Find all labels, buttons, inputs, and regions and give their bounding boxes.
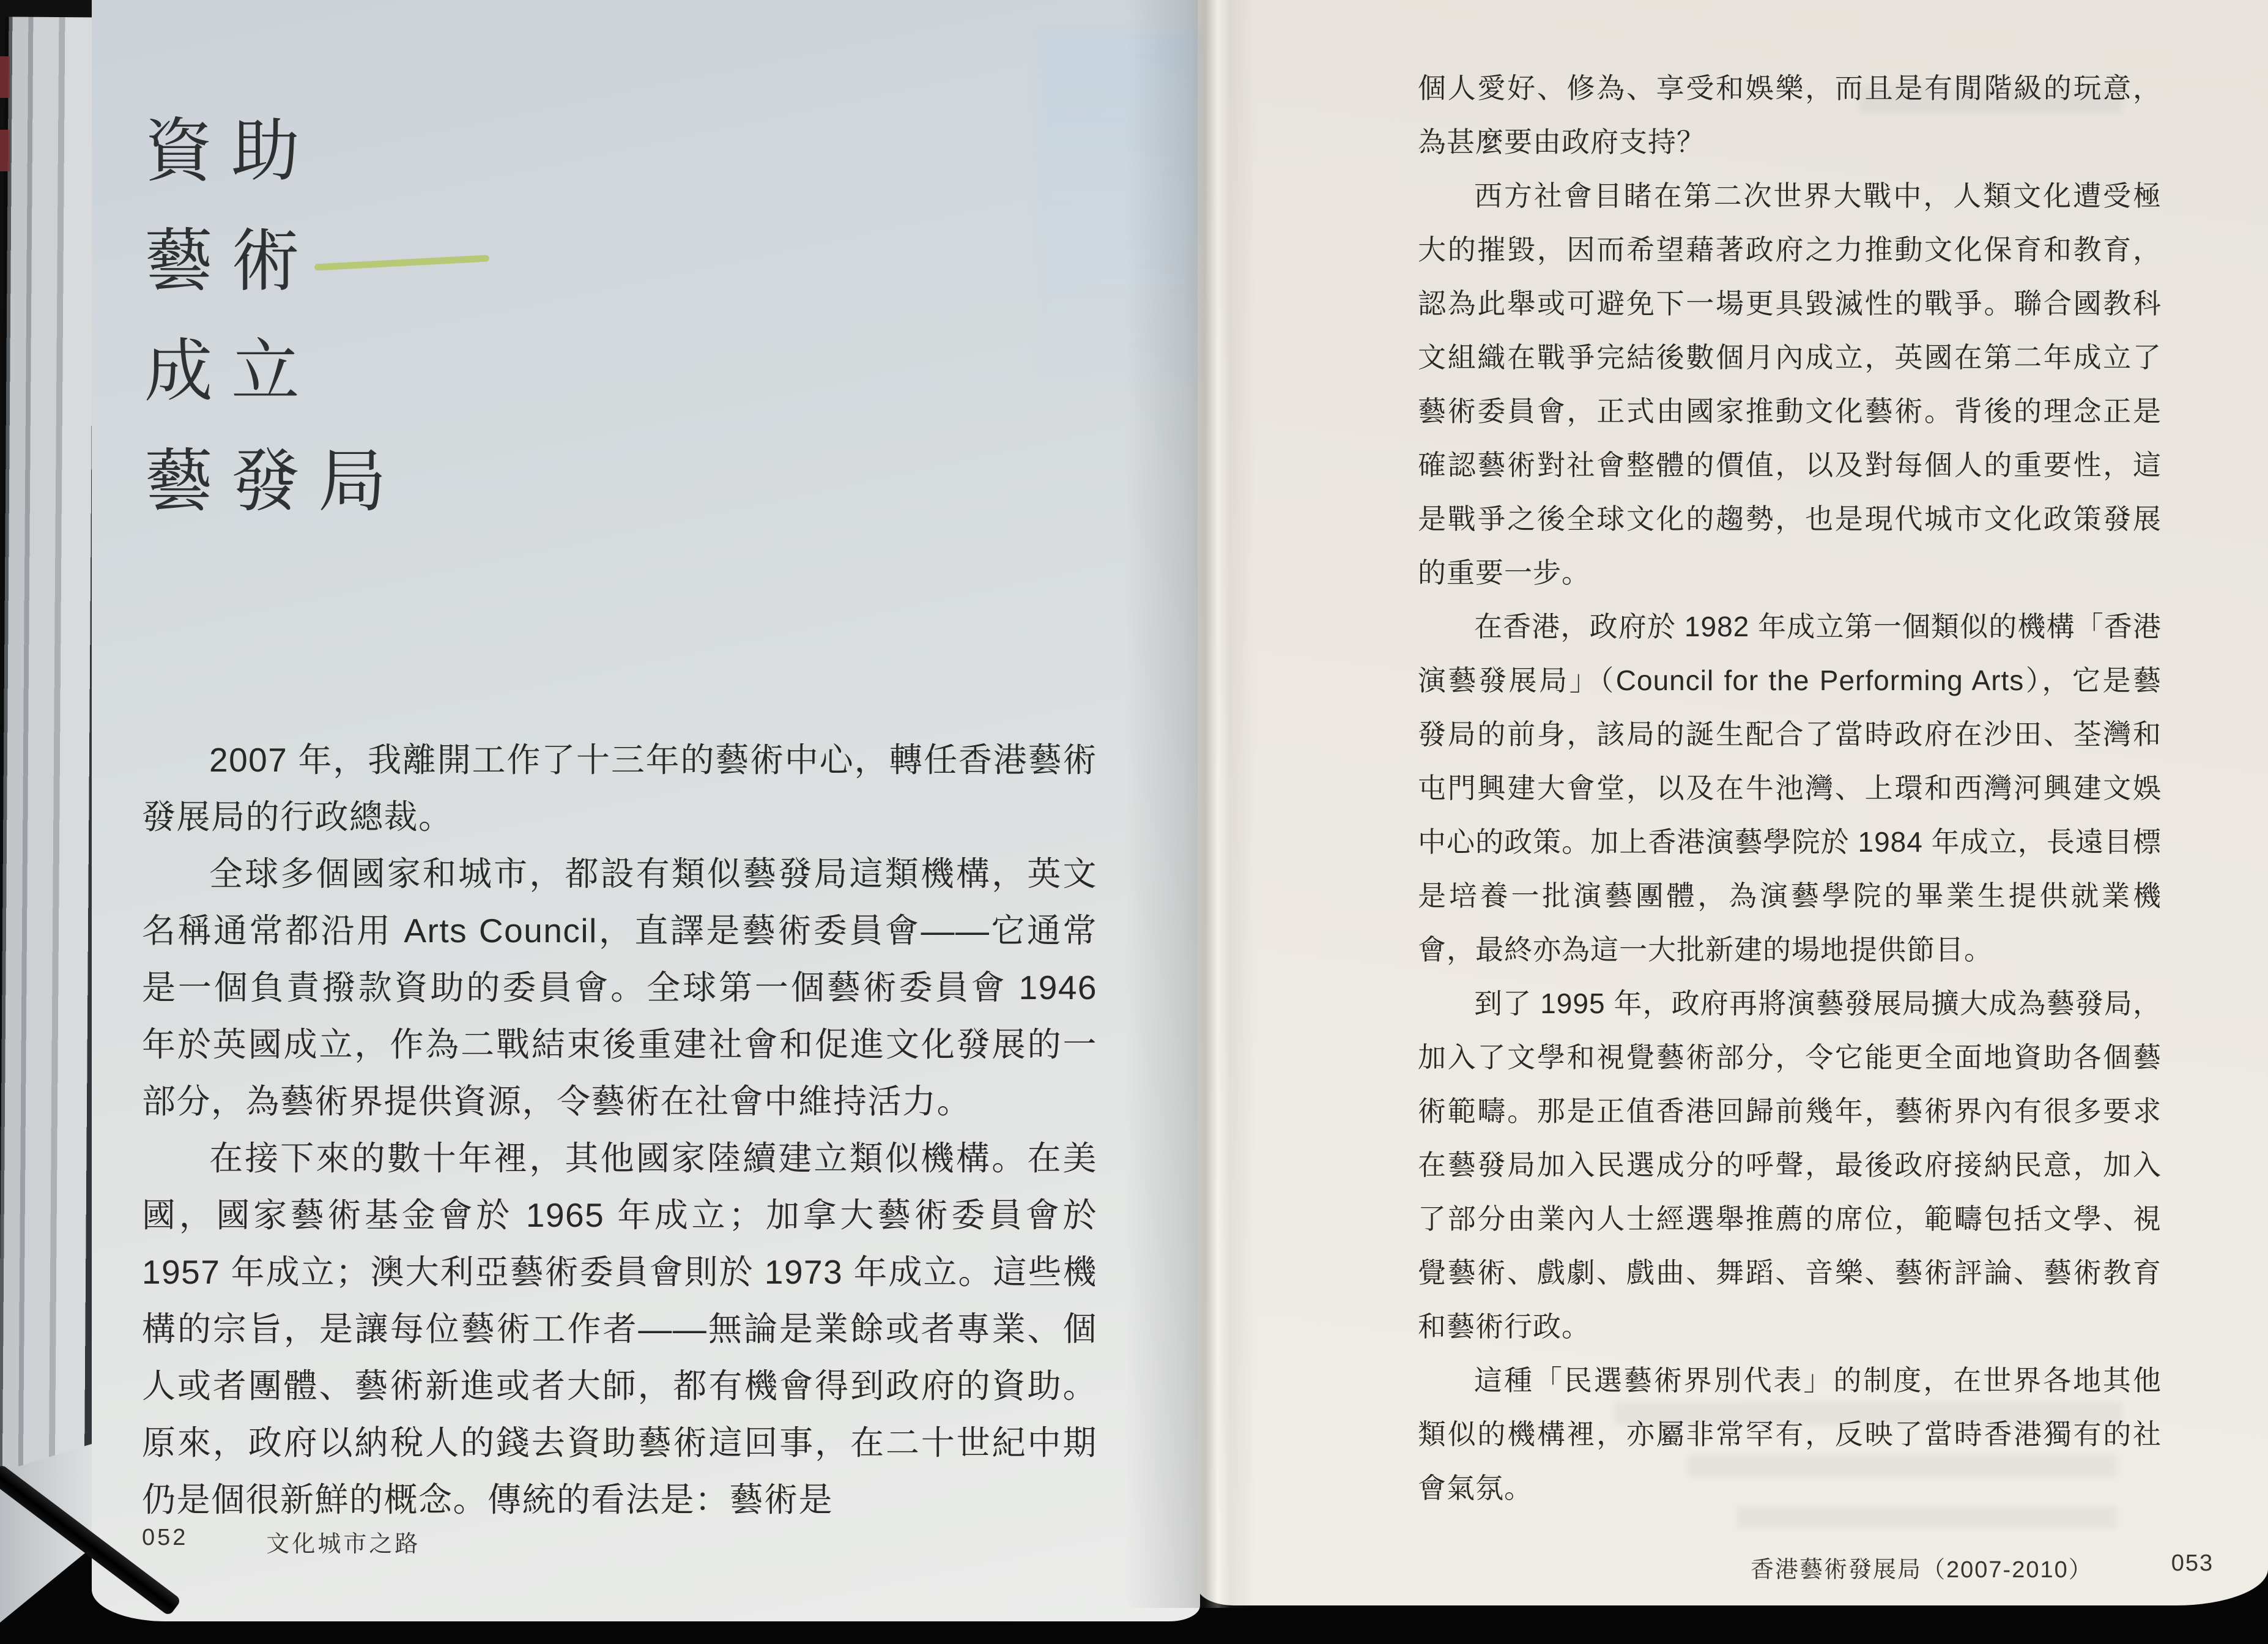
body-paragraph: 這種「民選藝術界別代表」的制度，在世界各地其他類似的機構裡，亦屬非常罕有，反映了當時香港獨有的社會氣氛。: [1418, 1364, 2162, 1504]
running-title: 文化城市之路: [266, 1531, 421, 1557]
book-gutter: [1125, 0, 1284, 1608]
page-number: 053: [2171, 1550, 2214, 1576]
body-paragraph: 個人愛好、修為、享受和娛樂，而且是有閒階級的玩意，為甚麼要由政府支持？: [1418, 72, 2162, 158]
page-edge-marking: [0, 56, 10, 98]
left-page-footer: [142, 1525, 420, 1558]
body-paragraph: 全球多個國家和城市，都設有類似藝發局這類機構，英文名稱通常都沿用 Arts Council，直譯是藝術委員會——它通常是一個負責撥款資助的委員會。全球第一個藝術委員會 1946 年於英國成立，作為二戰結束後重建社會和促進文化發展的一部分，為藝術界提供資源，令藝術在社會中維持活力。: [142, 855, 1097, 1120]
right-page-footer: [1751, 1550, 2214, 1584]
body-paragraph: 到了 1995 年，政府再將演藝發展局擴大成為藝發局，加入了文學和視覺藝術部分，令它能更全面地資助各個藝術範疇。那是正值香港回歸前幾年，藝術界內有很多要求在藝發局加入民選成分的呼聲，最後政府接納民意，加入了部分由業內人士經選舉推薦的席位，範疇包括文學、視覺藝術、戲劇、戲曲、舞蹈、音樂、藝術評論、藝術教育和藝術行政。: [1418, 988, 2162, 1342]
body-paragraph: 在香港，政府於 1982 年成立第一個類似的機構「香港演藝發展局」（Council for the Performing Arts），它是藝發局的前身，該局的誕生配合了當時政府在沙田、荃灣和屯門興建大會堂，以及在牛池灣、上環和西灣河興建文娛中心的政策。加上香港演藝學院於 1984 年成立，長遠目標是培養一批演藝團體，為演藝學院的畢業生提供就業機會，最終亦為這一大批新建的場地提供節目。: [1418, 611, 2162, 965]
body-paragraph: 在接下來的數十年裡，其他國家陸續建立類似機構。在美國，國家藝術基金會於 1965 年成立；加拿大藝術委員會於 1957 年成立；澳大利亞藝術委員會則於 1973 年成立。這些機構的宗旨，是讓每位藝術工作者——無論是業餘或者專業、個人或者團體、藝術新進或者大師，都有機會得到政府的資助。原來，政府以納稅人的錢去資助藝術這回事，在二十世紀中期仍是個很新鮮的概念。傳統的看法是：藝術是: [142, 1139, 1097, 1519]
chapter-title-line: 成立: [144, 334, 318, 410]
left-page-body: [142, 732, 1097, 1528]
chapter-title-line: 藝發局: [144, 444, 405, 520]
page-number: 052: [142, 1525, 188, 1550]
chapter-title: [144, 97, 405, 537]
body-paragraph: 西方社會目睹在第二次世界大戰中，人類文化遭受極大的摧毀，因而希望藉著政府之力推動文化保育和教育，認為此舉或可避免下一場更具毀滅性的戰爭。聯合國教科文組織在戰爭完結後數個月內成立，英國在第二年成立了藝術委員會，正式由國家推動文化藝術。背後的理念正是確認藝術對社會整體的價值，以及對每個人的重要性，這是戰爭之後全球文化的趨勢，也是現代城市文化政策發展的重要一步。: [1418, 180, 2162, 589]
page-edge-marking: [0, 130, 10, 171]
body-paragraph: 2007 年，我離開工作了十三年的藝術中心，轉任香港藝術發展局的行政總裁。: [142, 741, 1097, 836]
chapter-running-title: 香港藝術發展局（2007-2010）: [1751, 1557, 2093, 1583]
chapter-title-line: 資助: [144, 114, 318, 190]
chapter-title-line: 藝術: [144, 224, 318, 300]
right-page-body: [1418, 61, 2162, 1515]
